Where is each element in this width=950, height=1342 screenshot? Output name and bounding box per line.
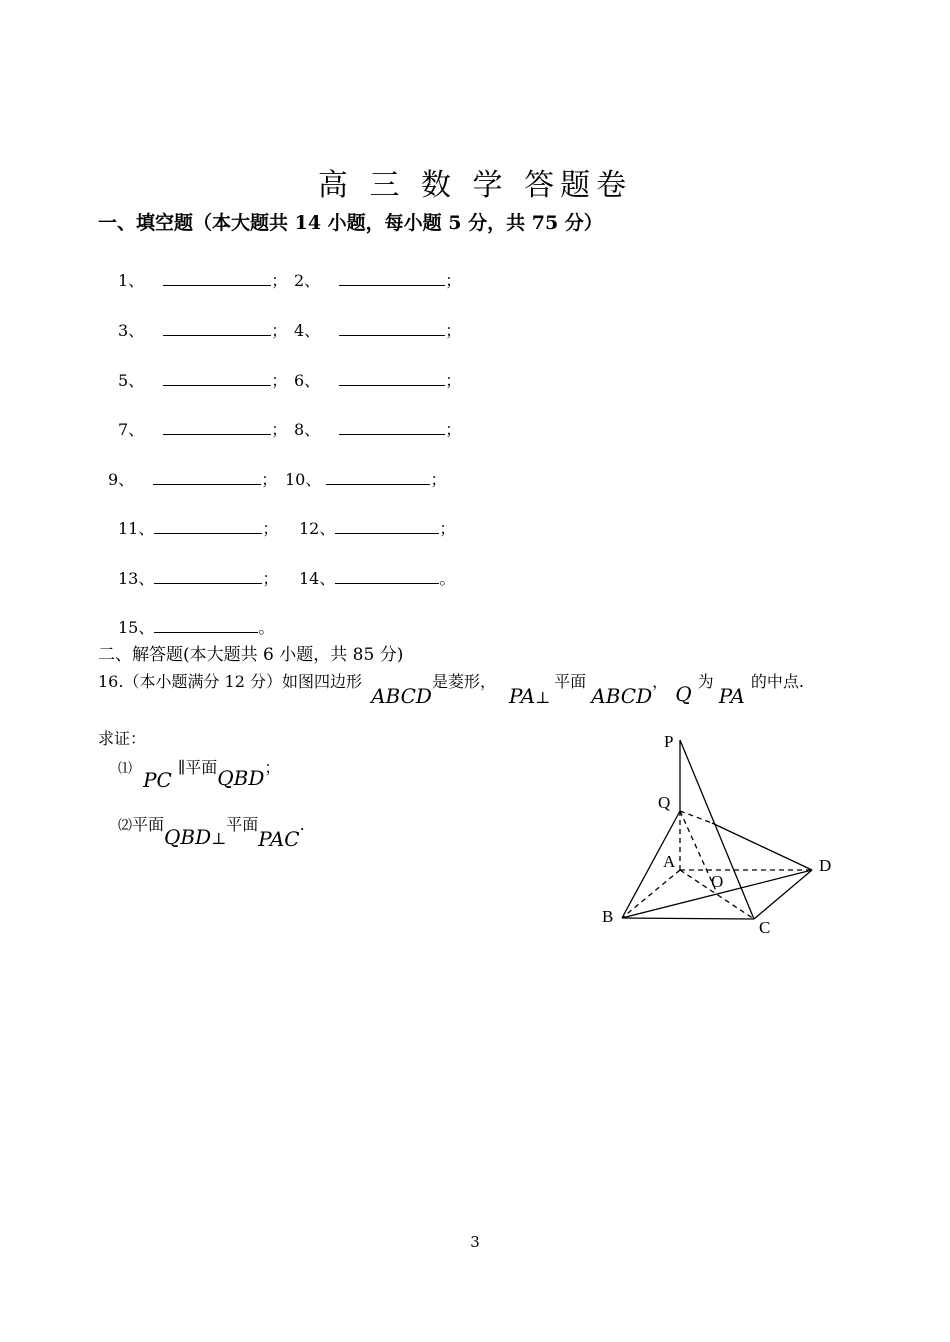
blank-number: 12、 — [299, 519, 336, 538]
blank-row — [118, 368, 287, 391]
blank-row — [294, 417, 461, 440]
blank-number: 2、 — [294, 271, 321, 290]
blank-number: 10、 — [285, 470, 322, 489]
proof-punct: . — [299, 815, 305, 834]
question-16-text: 的中点. — [750, 672, 804, 691]
label-d: D — [819, 856, 832, 875]
blank-number: 4、 — [294, 321, 321, 340]
blank-punct: ； — [262, 519, 279, 538]
answer-blank[interactable] — [339, 371, 445, 386]
pyramid-figure — [595, 725, 845, 945]
blank-row — [299, 566, 455, 589]
answer-blank[interactable] — [154, 519, 262, 534]
proof-punct: ； — [264, 758, 281, 777]
part-number: ⑵ — [118, 818, 132, 834]
page-title: 高 三 数 学 答题卷 — [317, 168, 633, 203]
label-b: B — [602, 907, 614, 926]
blank-punct: ； — [261, 470, 278, 489]
blank-number: 1、 — [118, 271, 145, 290]
blank-row — [118, 268, 287, 291]
label-c: C — [759, 918, 771, 937]
question-16-intro: 16.（本小题满分 12 分）如图四边形 — [98, 672, 362, 691]
answer-blank[interactable] — [335, 569, 439, 584]
blank-row — [294, 318, 461, 341]
edge-bc — [622, 918, 754, 919]
question-16-text: ， — [652, 672, 669, 691]
blank-punct: 。 — [439, 569, 456, 588]
blank-number: 5、 — [118, 371, 145, 390]
math-pac: PAC — [258, 827, 300, 851]
blank-punct: ； — [439, 519, 456, 538]
blank-punct: ； — [271, 371, 288, 390]
answer-blank[interactable] — [339, 271, 445, 286]
blank-number: 3、 — [118, 321, 145, 340]
blank-number: 8、 — [294, 420, 321, 439]
blank-punct: ； — [445, 371, 462, 390]
math-pc: PC — [143, 768, 172, 792]
blank-row — [285, 467, 446, 490]
blank-punct: ； — [271, 321, 288, 340]
blank-number: 13、 — [118, 569, 155, 588]
answer-blank[interactable] — [335, 519, 439, 534]
blank-punct: ； — [271, 420, 288, 439]
answer-blank[interactable] — [339, 321, 445, 336]
math-pa: PA — [509, 684, 536, 708]
part-number: ⑴ — [118, 761, 132, 777]
math-abcd: ABCD — [371, 684, 432, 708]
blank-number: 6、 — [294, 371, 321, 390]
question-16-text: 是菱形， — [431, 672, 496, 691]
section-fill-in-heading: 一、填空题（本大题共 14 小题，每小题 5 分，共 75 分） — [98, 212, 603, 234]
proof-part-1 — [118, 754, 281, 792]
perp-symbol: ⊥ — [535, 688, 551, 707]
blank-punct: ； — [262, 569, 279, 588]
math-abcd: ABCD — [591, 684, 653, 708]
question-16-text: 为 — [697, 672, 714, 691]
math-qbd: QBD — [217, 766, 265, 790]
blank-row — [118, 417, 287, 440]
math-q: Q — [675, 682, 692, 706]
blank-row — [118, 318, 287, 341]
answer-blank[interactable] — [153, 470, 261, 485]
blank-row — [118, 615, 274, 638]
section-solve-heading: 二、解答题(本大题共 6 小题，共 85 分) — [98, 645, 404, 665]
blank-row — [294, 268, 461, 291]
blank-punct: ； — [430, 470, 447, 489]
proof-part-2 — [118, 811, 305, 851]
math-pa: PA — [718, 684, 745, 708]
plane-text: 平面 — [132, 815, 165, 834]
question-16 — [98, 668, 804, 708]
blank-row — [299, 516, 455, 539]
answer-blank[interactable] — [163, 321, 271, 336]
edge-pc — [680, 740, 754, 919]
blank-number: 7、 — [118, 420, 145, 439]
blank-punct: 。 — [258, 618, 275, 637]
answer-blank[interactable] — [154, 569, 262, 584]
perp-symbol: ⊥ — [211, 829, 227, 848]
question-16-text: 平面 — [554, 672, 587, 691]
blank-number: 9、 — [108, 470, 135, 489]
label-p: P — [664, 732, 674, 751]
plane-text: 平面 — [226, 815, 259, 834]
blank-row — [108, 467, 277, 490]
answer-blank[interactable] — [163, 420, 271, 435]
blank-punct: ； — [271, 271, 288, 290]
blank-number: 11、 — [118, 519, 155, 538]
label-o: O — [711, 872, 724, 891]
blank-punct: ； — [445, 321, 462, 340]
answer-blank[interactable] — [163, 271, 271, 286]
label-a: A — [663, 852, 676, 871]
answer-blank[interactable] — [154, 618, 258, 633]
math-qbd: QBD — [164, 825, 212, 849]
page-number: 3 — [470, 1233, 480, 1251]
parallel-plane-text: ∥平面 — [177, 758, 218, 777]
answer-blank[interactable] — [326, 470, 430, 485]
answer-blank[interactable] — [163, 371, 271, 386]
proof-label: 求证： — [98, 729, 147, 748]
label-q: Q — [658, 793, 671, 812]
blank-number: 15、 — [118, 618, 155, 637]
edge-qd — [712, 823, 812, 870]
blank-row — [118, 566, 278, 589]
blank-punct: ； — [445, 271, 462, 290]
blank-number: 14、 — [299, 569, 336, 588]
blank-punct: ； — [445, 420, 462, 439]
blank-row — [294, 368, 461, 391]
blank-row — [118, 516, 278, 539]
answer-blank[interactable] — [339, 420, 445, 435]
